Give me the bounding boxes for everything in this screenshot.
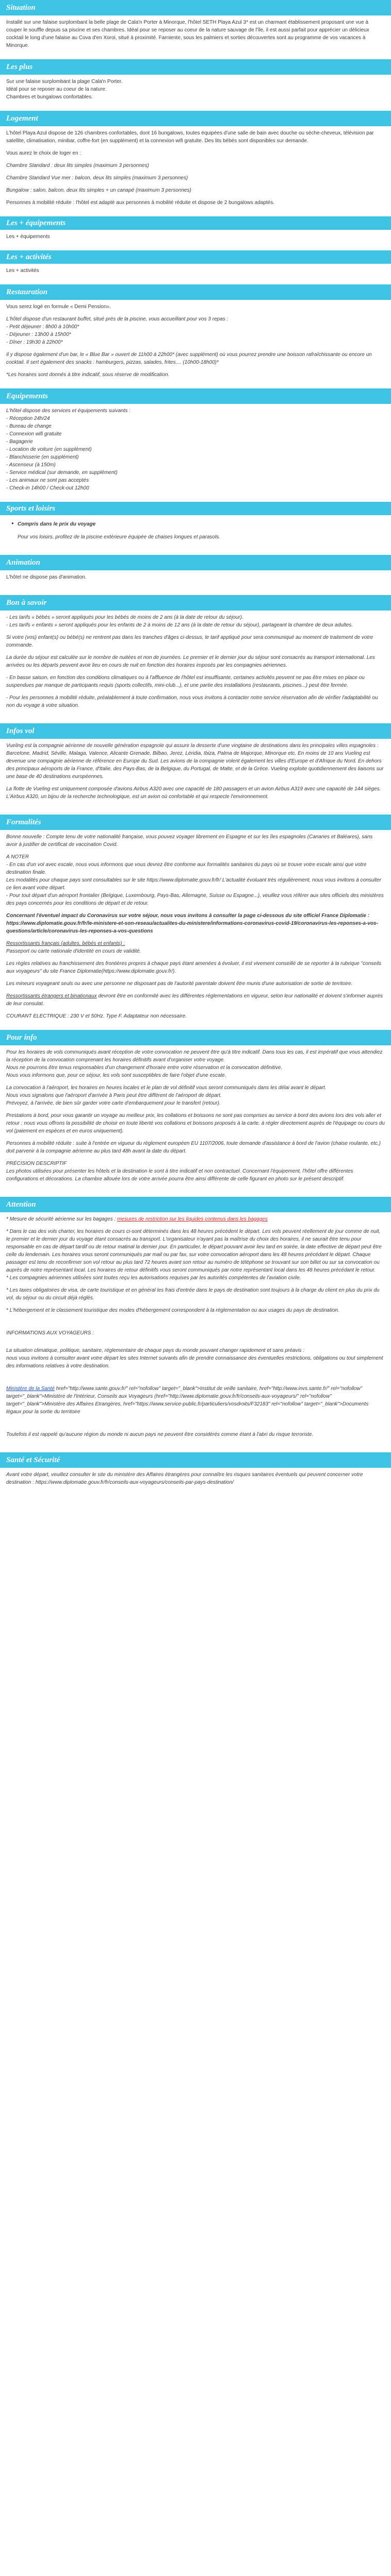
section-header-infos-vol: Infos vol	[0, 723, 391, 739]
animation-text: L'hôtel ne dispose pas d'animation.	[6, 574, 87, 580]
section-equipements-plus	[0, 216, 391, 250]
section-header-pour-info: Pour info	[0, 1030, 391, 1045]
pour-info-p3: Prestations à bord, pour vous garantir un voyage au meilleur prix, les collations et boissons ne sont pas comprises au service à bord des avions lors des vols aller et retour ; nous vous offrons la possibilité de choisir en toute liberté vos collations et boissons proposés à la carte, à régler directement auprès de l'équipage ou cours du vol (paiement en espèces et en euros uniquement).	[6, 1113, 385, 1134]
logement-intro: L'hôtel Playa Azul dispose de 126 chambres confortables, dont 16 bungalows, toutes équipées d'une salle de bain avec douche ou sèche-cheveux, télévision par satellite, climatisation, minibar, coffre-fort (en supplément) et la connexion wifi gratuite. Des lits bébés sont disponibles sur demande.	[6, 130, 374, 144]
section-sports	[0, 502, 391, 551]
formalites-notice: - En cas d'un vol avec escale, nous vous informons que vous devrez être conforme aux formalités sanitaires du pays où se trouve votre escale ainsi que votre destination finale. Les modalités pour chaque pays sont consultables sur le site https://www.diplomatie.gouv.fr/fr/ L'actualité évoluant très régulièrement, nous vous invitons à consulter ce lien avant votre départ. - Pour tout départ d'un aéroport frontalier (Belgique, Luxembourg, Pays-Bas, Allemagne, Suisse ou Espagne...), veuillez vous référer aux sites officiels des ministères des pays concernés pour les conditions de départ et de retour.	[6, 862, 384, 906]
attention-p2: * Dans le cas des vols charter, les horaires de cours ci-sont déterminés dans les 48 heures précédent le départ. Les vols peuvent réellement de jour comme de nuit, le premier et le dernier jour du voyage étant consacrés au transport. L'organisateur n'ayant pas la maîtrise du choix des horaires, il ne saurait être tenu pour responsable en cas de départ tardif ou de retour matinal la dernier jour. En particulier, le départ pouvant avoir lieu tard en soirée, la date effective de départ peut être celle du lendemain. Les horaires vous seront communiqués par mail ou par fax, sur votre convocation aéroport dans les 48 heures précédant le départ. Chaque passager est tenu de reconfirmer son vol retour au plus tard 72 heures avant son retour au numéro de téléphone se trouvant sur son billet ou sur sa convocation ou auprès de notre représentant local. Les horaires de retour définitifs vous seront communiqués par notre représentant local dans les 48 heures précédant le retour. * Les compagnies aériennes utilisées sont toutes reçu les autorisations requises par les autorités compétentes de l'aviation civile.	[6, 1229, 382, 1281]
equipements-list: L'hôtel dispose des services et équipements suivants : - Réception 24h/24 - Bureau de change - Connexion wifi gratuite - Bagagerie - Location de voiture (en supplément) - Blanchisserie (en supplément) - Ascenseur (à 150m) - Service médical (sur demande, en supplément) - Les animaux ne sont pas acceptés - Check-in 14h00 / Check-out 12h00	[6, 408, 131, 491]
infos-vol-p2: La flotte de Vueling est uniquement composée d'avions Airbus A320 avec une capacité de 180 passagers et un avion Airbus A319 avec une capacité de 144 sièges. L'Airbus A320, un bijou de la recherche technologique, est un avion où confortable et qui respecte l'environnement.	[6, 786, 381, 800]
bon-a-savoir-p3: La durée du séjour est calculée sur le nombre de nuitées et non de journées. Le premier et le dernier jour du séjour sont consacrés au transport international. Les arrivées ou les départs peuvent avoir lieu en cours de nuit en fonction des horaires imposés par les compagnies aériennes.	[6, 655, 375, 668]
pour-info-precision-label: PRÉCISION DESCRIPTIF	[6, 1161, 67, 1166]
attention-p5: La situation climatique, politique, sanitaire, réglementaire de chaque pays du monde pouvant changer rapidement et sans préavis : nous vous invitons à consulter avant votre départ les sites Internet suivants afin de prendre connaissance des éventuelles restrictions, obligations ou tout simplement des informations relatives à votre destination.	[6, 1348, 383, 1369]
activites-plus-text: Les + activités	[6, 268, 39, 274]
attention-p6	[6, 1385, 385, 1416]
section-header-plus: Les plus	[0, 59, 391, 75]
formalites-p4: Les mineurs voyageant seuls ou avec une personne ne disposant pas de l'autorité parentale doivent être munis d'une autorisation de sortie de territoire.	[6, 981, 353, 987]
pour-info-p4: Personnes à mobilité réduite : suite à l'entrée en vigueur du règlement européen EU 1107/2006, toute demande d'assistance à bord de l'avion (chaise roulante, etc.) doit parvenir à la compagnie aérienne au plus tard 48h avant la date du départ.	[6, 1141, 381, 1154]
section-situation	[0, 0, 391, 59]
section-header-bon-a-savoir: Bon à savoir	[0, 595, 391, 611]
section-header-attention: Attention	[0, 1197, 391, 1212]
room-standard: Chambre Standard : deux lits simples (maximum 3 personnes)	[6, 163, 149, 168]
formalites-etr	[6, 992, 385, 1008]
ministere-sante-link[interactable]: Ministère de la Santé	[6, 1386, 55, 1392]
logement-choice: Vous aurez le choix de loger en :	[6, 150, 82, 156]
formalites-etr-label: Ressortissants étrangers et binationaux	[6, 993, 97, 999]
formalites-courant: COURANT ELECTRIQUE : 230 V et 50Hz. Type F. Adaptateur non nécessaire.	[6, 1013, 187, 1019]
section-header-activites-plus: Les + activités	[0, 250, 391, 264]
bon-a-savoir-p4: - En basse saison, en fonction des conditions climatiques ou à l'affluence de l'hôtel est insuffisante, certaines activités peuvent ne pas être mises en place ou suspendues par manque de participants requis (sports collectifs, mini-club...), et une partie des installations (restaurants, piscines...) peut être fermée.	[6, 675, 365, 688]
formalites-covid: Concernant l'éventuel impact du Coronavirus sur votre séjour, nous vous invitons à consulter la page ci-dessous du site officiel France Diplomatie : https://www.diplomatie.gouv.fr/fr/le-ministere-et-son-reseau/actualites-du-ministere/informations-coronavirus-covid-19/coronavirus-les-reponses-a-vos-questions/article/coronavirus-les-reponses-a-vos-questions	[6, 913, 378, 934]
section-header-situation: Situation	[0, 0, 391, 15]
sports-list	[18, 520, 385, 528]
section-restauration	[0, 284, 391, 388]
section-equipements	[0, 388, 391, 502]
bon-a-savoir-text: - Les tarifs « bébés » seront appliqués pour les bébés de moins de 2 ans (à la date de retour du séjour). - Les tarifs « enfants » seront appliqués pour les enfants de 2 à moins de 12 ans (à la date de retour du séjour), partageant la chambre de deux adultes.	[6, 615, 353, 628]
section-logement	[0, 111, 391, 216]
bon-a-savoir-p5: - Pour les personnes à mobilité réduite, préalablement à toute confirmation, nous vous invitons à contacter notre service réservation afin de vérifier l'adaptabilité ou non du voyage à votre situation.	[6, 695, 378, 708]
section-header-equipements-plus: Les + équipements	[0, 216, 391, 230]
pour-info-p2: La convocation à l'aéroport, les horaires en heures locales et le plan de vol définitif vous seront communiqués dans les délai avant le départ. Nous vous signalons que l'aéroport d'arrivée à Paris peut être différent de l'aéroport de départ. Prévoyez, à l'arrivée, de bien sûr garder votre carte d'embarquement pour le transfert (retour).	[6, 1085, 327, 1106]
sports-text: Pour vos loisirs, profitez de la piscine extérieure équipée de chaises longues et parasols.	[18, 534, 220, 540]
formalites-notice-label: A NOTER	[6, 854, 29, 860]
sante-p1: Avant votre départ, veuillez consulter le site du ministère des Affaires étrangères pour connaître les risques sanitaires éventuels qui peuvent concerner votre destination : https://www.diplomatie.gouv.fr/fr/conseils-aux-voyageurs/conseils-par-pays-destination/	[6, 1472, 363, 1485]
formalites-p1: Bonne nouvelle : Compte tenu de votre nationalité française, vous pouvez voyager librement en Espagne et sur les îles espagnoles (Canaries et Baléares), sans avoir à justifier de certificat de vaccination Covid.	[6, 834, 373, 848]
section-plus	[0, 59, 391, 111]
logement-pmr-note: Personnes à mobilité réduite : l'hôtel est adapté aux personnes à mobilité réduite et dispose de 2 bungalows adaptés.	[6, 200, 275, 206]
section-header-sports: Sports et loisirs	[0, 502, 391, 515]
formalites-p3: Les règles relatives au franchissement des frontières propres à chaque pays étant amenées à évoluer, il est vivement conseillé de se reporter à la rubrique "conseils aux voyageurs" du site France Diplomatie(https://www.diplomatie.gouv.fr/).	[6, 961, 382, 974]
formalites-ress-text: Passeport ou carte nationale d'identité en cours de validité.	[6, 948, 141, 954]
section-header-logement: Logement	[0, 111, 391, 126]
sports-included: ● Compris dans le prix du voyage	[18, 520, 385, 528]
section-sante	[0, 1452, 391, 1496]
attention-p1-prefix: * Mesure de sécurité aérienne sur les bagages :	[6, 1216, 116, 1222]
section-header-restauration: Restauration	[0, 284, 391, 300]
section-header-formalites: Formalités	[0, 815, 391, 830]
attention-p4: * L'hébergement et le classement touristique des modes d'hébergement correspondent à la réglementation ou aux usages du pays de destination.	[6, 1308, 339, 1313]
pour-info-precision: Les photos utilisées pour présenter les hôtels et la destination le sont à titre indicatif et non contractuel. Concernant l'équipement, l'hôtel offre différentes configurations et décorations. La chambre allouée lors de votre arrivée pourra être ainsi différente de celle figurant en photo sur le présent descriptif.	[6, 1168, 353, 1182]
restauration-bar: Il y dispose également d'un bar, le « Blue Bar » ouvert de 11h00 à 22h00* (avec supplément) où vous pourrez prendre une boisson rafraîchissante ou encore un cocktail. Il sert également des snacks : hamburgers, pizzas, salades, frites.... (10h00-18h00)*	[6, 352, 372, 365]
bon-a-savoir-p2: Si votre (vos) enfant(s) ou bébé(s) ne rentrent pas dans les tranches d'âges ci-dessus, le tarif appliqué pour sera communiqué au moment de traitement de votre commande.	[6, 635, 373, 648]
liquids-restriction-link[interactable]: mesures de restriction sur les liquides contenus dans les bagages	[117, 1216, 268, 1222]
section-header-animation: Animation	[0, 555, 391, 570]
attention-p6-text: href="http://www.sante.gouv.fr/" rel="nofollow" target="_blank">Institut de veille sanitaire, href="http://www.invs.sante.fr/" rel="nofollow" target="_blank">Ministère de l'Intérieur, Conseils aux Voyageurs (href="http://www.diplomatie.gouv.fr/fr/conseils-aux-voyageurs/" rel="nofollow" target="_blank">Ministère des Affaires Etrangères, href="https://www.service-public.fr/particuliers/vosdroits/F32183" rel="nofollow" target="_blank">Documents légaux pour la sortie du territoire	[6, 1386, 369, 1415]
situation-text: Installé sur une falaise surplombant la belle plage de Cala'n Porter à Minorque, l'hôtel SETH Playa Azul 3* est un charmant établissement proposant une vue à couper le souffle depuis sa piscine et ses chambres. Idéal pour se reposer au coeur de la nature sauvage de l'île, il est aussi parfait pour apprécier un délicieux cocktail le long d'une falaise au Cova d'en Xoroi, situé à proximité. Farniente, sous les palmiers et sorties découvertes sont au programme de vos vacances à Minorque.	[6, 20, 369, 48]
section-header-equipements: Equipements	[0, 388, 391, 404]
attention-p7: Toutefois il est rappelé qu'aucune région du monde ni aucun pays ne peuvent être considérés comme étant à l'abri du risque terroriste.	[6, 1432, 314, 1437]
formalites-etr-text: devront être en conformité avec les différentes réglementations en vigueur, selon leur nationalité et doivent s'informer auprès de leur consulat.	[6, 993, 383, 1007]
restauration-text: L'hôtel dispose d'un restaurant buffet, situé près de la piscine, vous accueillant pour vos 3 repas : - Petit déjeuner : 8h00 à 10h00* - Déjeuner : 13h00 à 15h00* - Dîner : 19h30 à 22h00*	[6, 316, 229, 345]
attention-p3: * Les taxes obligatoires de visa, de carte touristique et en général les frais d'entrée dans le pays de destination sont toujours à la charge du client en plus du prix du vol, du séjour ou du circuit déjà réglés.	[6, 1287, 380, 1301]
section-infos-vol	[0, 723, 391, 810]
section-bon-a-savoir	[0, 595, 391, 719]
section-formalites	[0, 815, 391, 1030]
pour-info-p1: Pour les horaires de vols communiqués avant réception de votre convocation ne peuvent être qu'à titre indicatif. Dans tous les cas, il est impératif que vous attendiez la réception de la convocation comprenant les horaires définitifs avant d'organiser votre voyage. Nous ne pourrons être tenus responsables d'un changement d'horaire entre votre réservation et la convocation définitive. Nous vous informons que, pour ce séjour, les vols sont susceptibles de faire l'objet d'une escale.	[6, 1049, 383, 1078]
room-bungalow: Bungalow : salon, balcon, deux lits simples + un canapé (maximum 3 personnes)	[6, 188, 191, 193]
formalites-ress-label: Ressortissants français (adultes, bébés et enfants) :	[6, 941, 125, 946]
plus-text: Sur une falaise surplombant la plage Cala'n Porter. Idéal pour se reposer au coeur de la nature. Chambres et bungalows confortables.	[6, 79, 123, 100]
attention-p1	[6, 1215, 385, 1223]
section-animation	[0, 555, 391, 591]
section-pour-info	[0, 1030, 391, 1193]
section-attention	[0, 1197, 391, 1448]
room-standard-sea: Chambre Standard Vue mer : balcon, deux lits simples (maximum 3 personnes)	[6, 175, 188, 181]
restauration-intro: Vous serez logé en formule « Demi Pension».	[6, 304, 111, 310]
restauration-note: *Les horaires sont donnés à titre indicatif, sous réserve de modification.	[6, 372, 170, 378]
infos-vol-p1: Vueling est la compagnie aérienne de nouvelle génération espagnole qui assure la desserte d'une vingtaine de destinations dans les principales villes espagnoles : Barcelone, Madrid, Séville, Malaga, Valence, Alicante Grenade, Bilbao, Jerez, Léridia, Ibiza, Palma de Majorque, Minorque etc. En moins de 10 ans Vueling est devenue une compagnie aérienne de référence en Europe du Sud. Les avions de la compagnie volent également les villes d'Europe et d'Afrique du Nord. En dehors des principaux aéroports de la France, d'Italie, des Pays-Bas, de la Belgique, du Portugal, de Malte, et de la Grèce. Vueling exploite quotidiennement des liaisons sur une base de 40 destinations européennes.	[6, 743, 384, 779]
section-activites-plus	[0, 250, 391, 284]
attention-info-label: INFORMATIONS AUX VOYAGEURS :	[6, 1330, 94, 1336]
section-header-sante: Santé et Sécurité	[0, 1452, 391, 1468]
equipements-plus-text: Les + équipements	[6, 234, 50, 240]
